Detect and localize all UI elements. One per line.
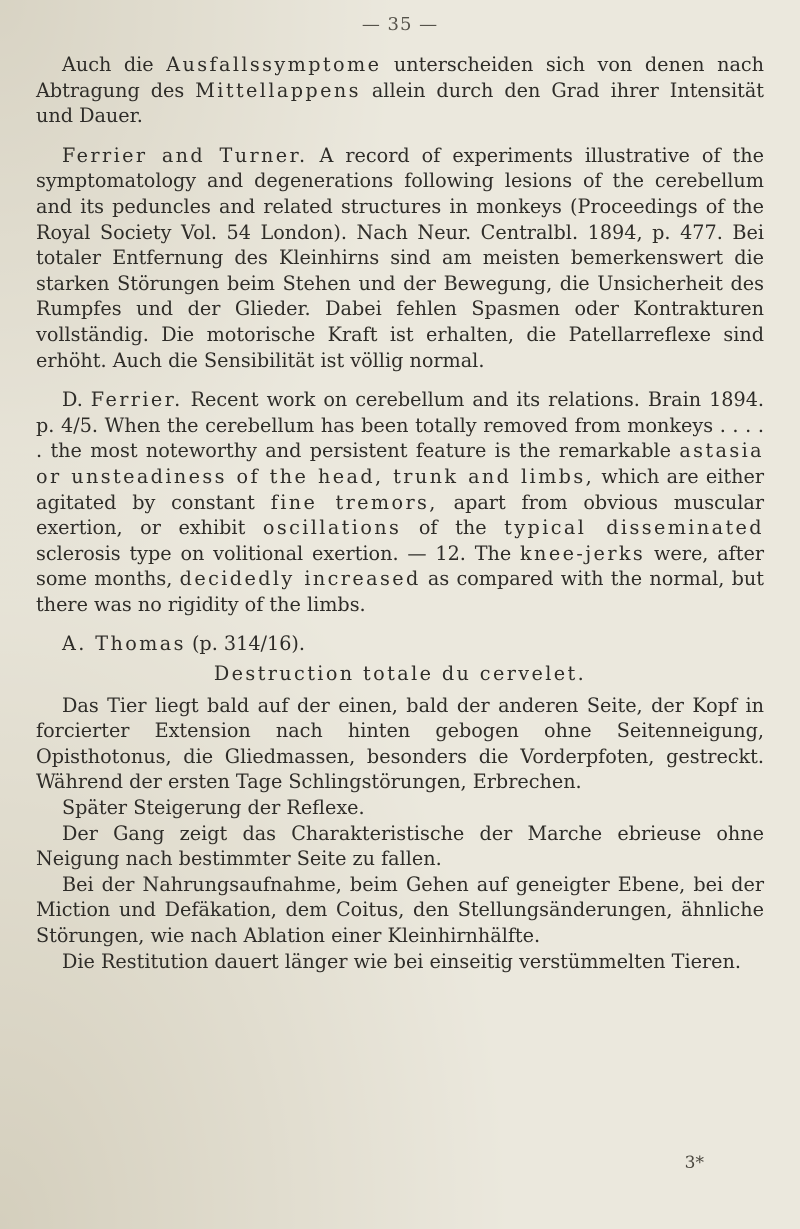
text-run: (p. 314/16). [185, 632, 305, 656]
text-run: were, after some months, [36, 541, 764, 591]
paragraph-nahrungsaufnahme [36, 872, 764, 949]
text-run: Das Tier liegt bald auf der einen, bald der anderen Seite, der Kopf in forcierter Extension nach hinten gebogen ohne Seitenneigung, Opisthotonus, die Gliedmassen, besonders die Vorderpfoten, gestreckt. Während der ersten Tage Schlingstörungen, Erbrechen. [36, 693, 764, 794]
paragraph-a-thomas [36, 631, 764, 657]
section-heading: Destruction totale du cervelet. [213, 662, 587, 686]
text-run: of the [401, 516, 505, 540]
paragraph-d-ferrier [36, 387, 764, 617]
spaced-term-decidedly-increased: decidedly increased [179, 567, 421, 591]
spaced-author-thomas: A. Thomas [62, 632, 186, 656]
text-run: Der Gang zeigt das Charakteristische der Marche ebrieuse ohne Neigung nach bestimmter Seite zu fallen. [36, 821, 764, 871]
text-run: Die Restitution dauert länger wie bei einseitig verstümmelten Tieren. [62, 949, 741, 973]
page-number: — 35 — [361, 14, 439, 35]
text-run: which are either agitated by constant [36, 464, 765, 514]
text-run: Auch die [62, 53, 167, 76]
text-run: apart from obvious muscular exertion, or exhibit [36, 490, 765, 540]
spaced-term-knee-jerks: knee-jerks [520, 541, 646, 565]
spaced-term-ausfallssymptome: Ausfallssymptome [166, 53, 382, 76]
spaced-term-astasia: astasia or unsteadiness of the head, trunk and limbs, [36, 439, 764, 488]
text-run: as compared with the normal, but there was no rigidity of the limbs. [36, 567, 765, 616]
spaced-author-ferrier: Ferrier. [90, 388, 183, 412]
body-text [36, 52, 764, 974]
text-run: allein durch den Grad ihrer Intensität und Dauer. [36, 78, 764, 128]
paragraph-tier-liegt [36, 693, 764, 795]
paragraph-ferrier-turner [36, 143, 764, 373]
spaced-author-ferrier-turner: Ferrier and Turner. [62, 143, 308, 167]
spaced-term-mittellappens: Mittellappens [195, 78, 361, 102]
spaced-term-oscillations: oscillations [262, 516, 402, 540]
text-run: A record of experiments illustrative of the symptomatology and degenerations following lesions of the cerebellum and its peduncles and related structures in monkeys (Proceedings of the Royal Society Vol. 54 London). Nach Neur. Centralbl. 1894, p. 477. Bei totaler Entfernung des Kleinhirns sind am meisten bemerkenswert die starken Störungen beim Stehen und der Bewegung, die Unsicherheit des Rumpfes und der Glieder. Dabei fehlen Spasmen oder Kontrakturen vollständig. Die motorische Kraft ist erhalten, die Patellarreflexe sind erhöht. Auch die Sensibilität ist völlig normal. [36, 143, 764, 372]
text-run: Bei der Nahrungsaufnahme, beim Gehen auf geneigter Ebene, bei der Miction und Defäkation, dem Coitus, den Stellungsänderungen, ähnliche Störungen, wie nach Ablation einer Kleinhirnhälfte. [36, 872, 764, 947]
text-run: unterscheiden sich von denen nach Abtragung des [36, 53, 764, 102]
paragraph-reflexe [36, 795, 764, 821]
spaced-term-typical-disseminated: typical disseminated [504, 516, 764, 540]
paragraph-ausfallssymptome [36, 52, 764, 129]
paragraph-restitution [36, 949, 764, 975]
text-run: D. [62, 388, 91, 412]
signature-mark: 3* [684, 1153, 704, 1173]
text-run: Später Steigerung der Reflexe. [62, 796, 365, 820]
paragraph-gang [36, 821, 764, 872]
spaced-term-fine-tremors: fine tremors, [270, 490, 438, 514]
text-run: sclerosis type on volitional exertion. — 12. The [36, 541, 521, 565]
text-run: Recent work on cerebellum and its relations. Brain 1894. p. 4/5. When the cerebellum has been totally removed from monkeys . . . . . the most noteworthy and persistent feature is the remarkable [36, 388, 764, 463]
